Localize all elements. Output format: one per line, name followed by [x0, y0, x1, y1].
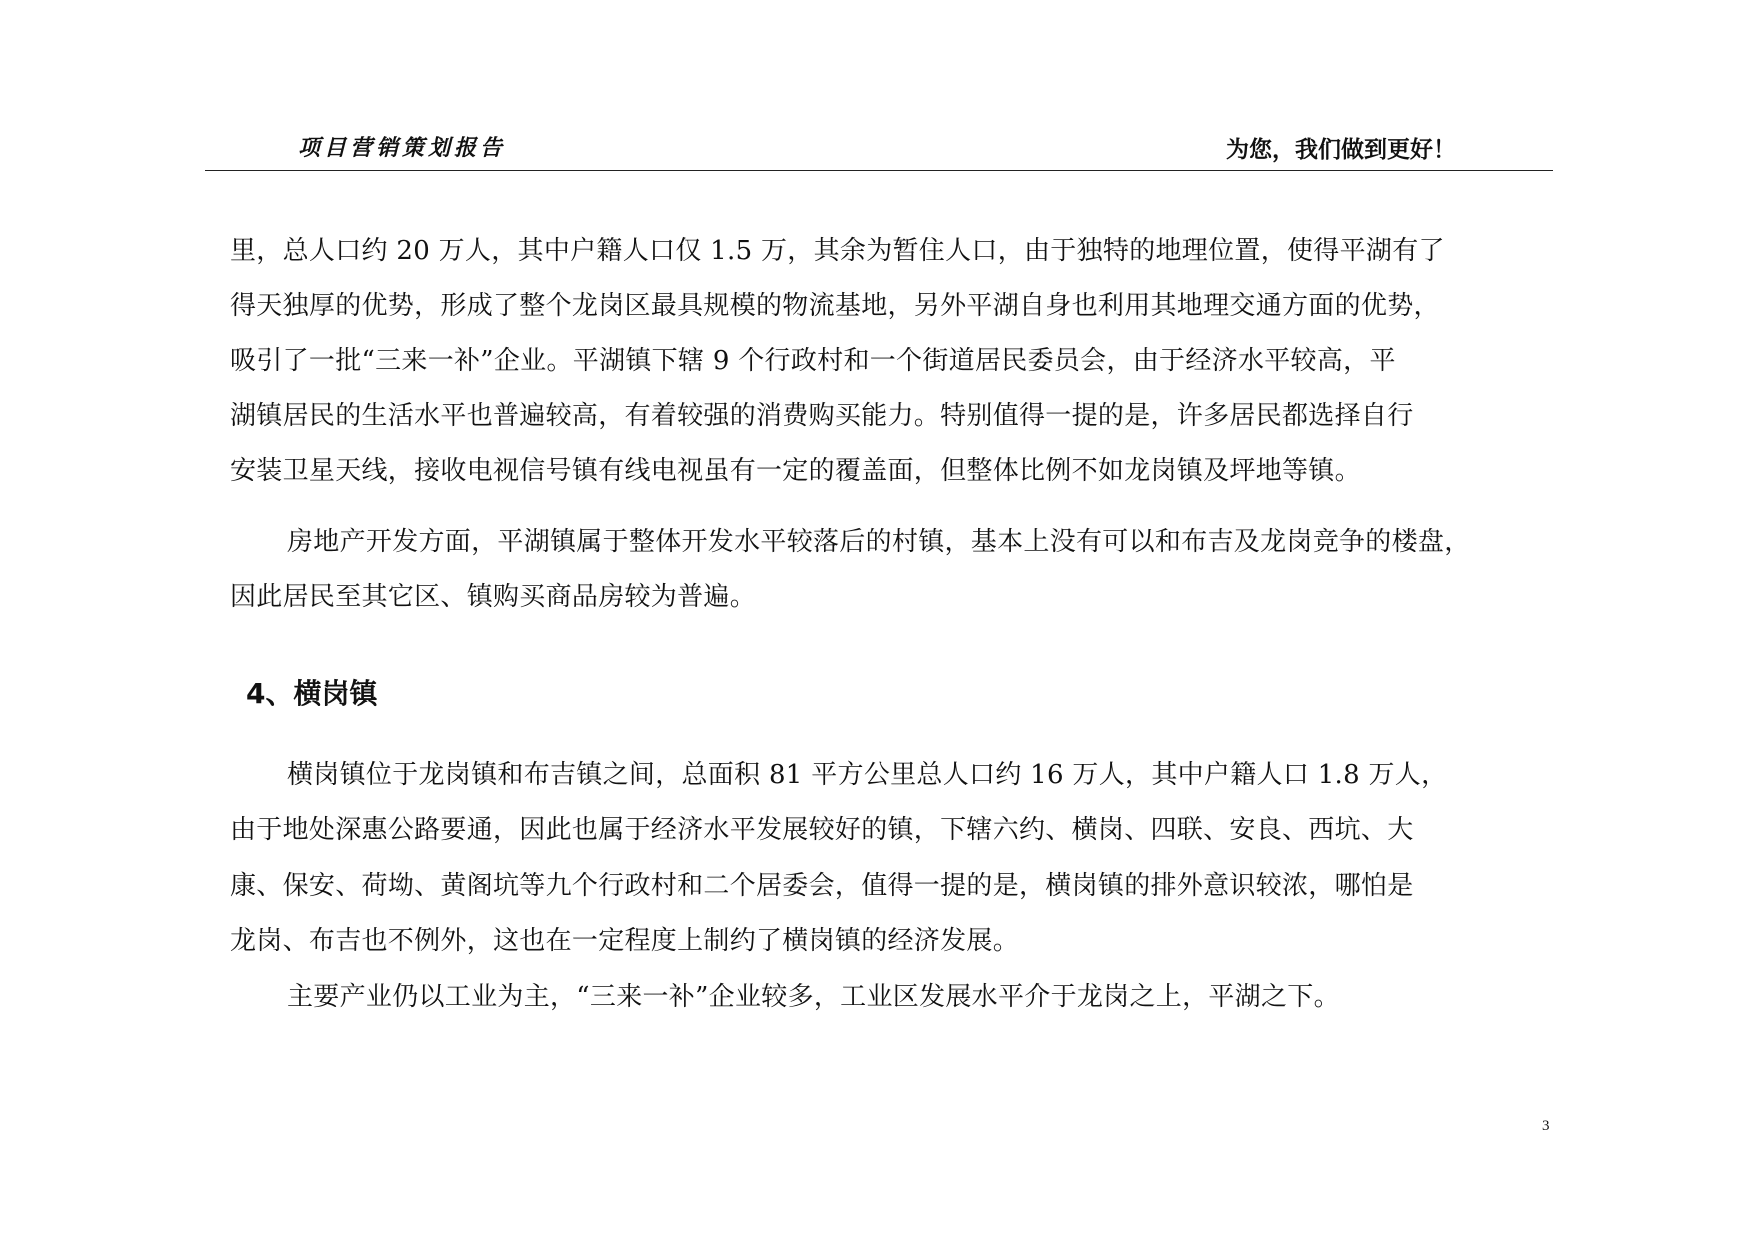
- page-number: 3: [1542, 1118, 1550, 1134]
- paragraph-1-line-3: 吸引了一批“三来一补”企业。平湖镇下辖 9 个行政村和一个街道居民委员会，由于经济水平较高，平: [230, 346, 1396, 376]
- report-title: 项目营销策划报告: [298, 135, 507, 161]
- paragraph-2-line-1: 房地产开发方面，平湖镇属于整体开发水平较落后的村镇，基本上没有可以和布吉及龙岗竞争的楼盘，: [287, 527, 1471, 557]
- section-heading: 4、横岗镇: [246, 677, 378, 710]
- paragraph-4-line-1: 主要产业仍以工业为主，“三来一补”企业较多，工业区发展水平介于龙岗之上，平湖之下。: [287, 982, 1340, 1012]
- paragraph-1-line-2: 得天独厚的优势，形成了整个龙岗区最具规模的物流基地，另外平湖自身也利用其地理交通方面的优势，: [230, 291, 1440, 321]
- paragraph-3-line-2: 由于地处深惠公路要通，因此也属于经济水平发展较好的镇，下辖六约、横岗、四联、安良、西坑、大: [230, 815, 1414, 845]
- header-slogan: 为您，我们做到更好！: [1226, 137, 1456, 163]
- paragraph-1-line-5: 安装卫星天线，接收电视信号镇有线电视虽有一定的覆盖面，但整体比例不如龙岗镇及坪地等镇。: [230, 456, 1361, 486]
- paragraph-3-line-4: 龙岗、布吉也不例外，这也在一定程度上制约了横岗镇的经济发展。: [230, 926, 1020, 956]
- paragraph-1-line-4: 湖镇居民的生活水平也普遍较高，有着较强的消费购买能力。特别值得一提的是，许多居民都选择自行: [230, 401, 1414, 431]
- paragraph-3-line-1: 横岗镇位于龙岗镇和布吉镇之间，总面积 81 平方公里总人口约 16 万人，其中户籍人口 1.8 万人，: [287, 760, 1448, 790]
- paragraph-1-line-1: 里，总人口约 20 万人，其中户籍人口仅 1.5 万，其余为暂住人口，由于独特的地理位置，使得平湖有了: [230, 236, 1445, 266]
- paragraph-2-line-2: 因此居民至其它区、镇购买商品房较为普遍。: [230, 582, 757, 612]
- paragraph-3-line-3: 康、保安、荷坳、黄阁坑等九个行政村和二个居委会，值得一提的是，横岗镇的排外意识较浓，哪怕是: [230, 871, 1414, 901]
- header-divider: [205, 170, 1553, 171]
